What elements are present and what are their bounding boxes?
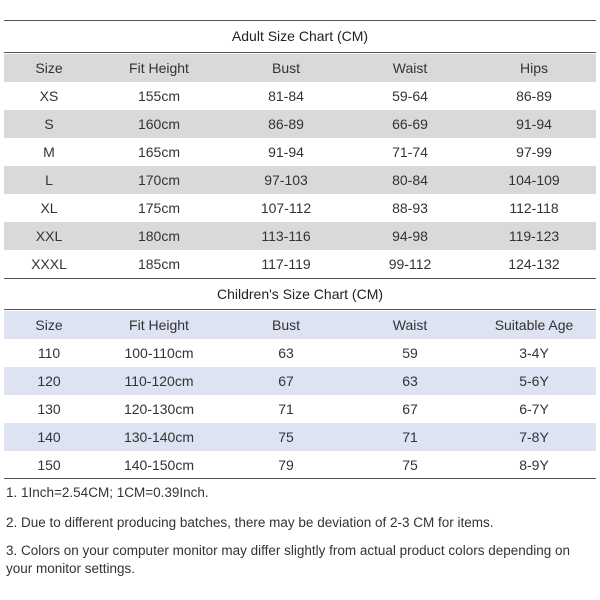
- table-row: [4, 395, 596, 423]
- children-header-bust: Bust: [271, 317, 300, 333]
- table-row: [4, 423, 596, 451]
- note-3: 3. Colors on your computer monitor may differ slightly from actual product colors depending on your monitor settings.: [6, 543, 571, 576]
- table-row: [4, 451, 596, 479]
- note-1: 1. 1Inch=2.54CM; 1CM=0.39Inch.: [6, 485, 209, 500]
- cell-waist: 71: [402, 429, 418, 445]
- cell-fit-height: 120-130cm: [123, 401, 195, 417]
- cell-fit-height: 100-110cm: [124, 345, 194, 361]
- table-row: [4, 222, 596, 250]
- cell-suitable-age: 5-6Y: [519, 373, 549, 389]
- cell-suitable-age: 8-9Y: [519, 457, 549, 473]
- cell-hips: 104-109: [508, 172, 560, 188]
- cell-size: XXL: [35, 228, 63, 244]
- cell-suitable-age: 3-4Y: [519, 345, 549, 361]
- cell-size: XL: [40, 200, 58, 216]
- adult-header-hips: Hips: [519, 60, 548, 76]
- cell-fit-height: 185cm: [137, 256, 181, 272]
- cell-fit-height: 170cm: [137, 172, 181, 188]
- cell-size: 110: [37, 345, 61, 361]
- cell-bust: 86-89: [268, 116, 304, 132]
- cell-bust: 113-116: [261, 228, 311, 244]
- adult-bottom-rule: [4, 278, 596, 279]
- adult-chart-title: Adult Size Chart (CM): [231, 28, 369, 44]
- cell-waist: 80-84: [392, 172, 428, 188]
- cell-fit-height: 165cm: [137, 144, 181, 160]
- cell-size: M: [43, 144, 55, 160]
- cell-bust: 117-119: [261, 256, 311, 272]
- children-title-rule: [4, 309, 596, 310]
- table-row: [4, 250, 596, 278]
- cell-hips: 97-99: [516, 144, 552, 160]
- cell-waist: 99-112: [388, 256, 432, 272]
- adult-header-row: [4, 54, 596, 82]
- cell-bust: 107-112: [260, 200, 312, 216]
- children-bottom-rule: [4, 478, 596, 479]
- adult-header-fit-height: Fit Height: [129, 60, 189, 76]
- table-row: [4, 367, 596, 395]
- cell-suitable-age: 6-7Y: [519, 401, 549, 417]
- children-header-size: Size: [35, 317, 63, 333]
- table-row: [4, 166, 596, 194]
- table-row: [4, 138, 596, 166]
- cell-waist: 63: [402, 373, 418, 389]
- cell-fit-height: 175cm: [137, 200, 181, 216]
- cell-bust: 71: [278, 401, 294, 417]
- cell-size: XXXL: [31, 256, 67, 272]
- cell-waist: 75: [402, 457, 418, 473]
- table-row: [4, 110, 596, 138]
- cell-bust: 63: [278, 345, 294, 361]
- cell-fit-height: 155cm: [137, 88, 181, 104]
- adult-size-table: [4, 54, 596, 278]
- children-size-table: [4, 311, 596, 479]
- cell-bust: 67: [278, 373, 294, 389]
- cell-size: L: [45, 172, 53, 188]
- cell-waist: 66-69: [392, 116, 428, 132]
- top-rule: [4, 20, 596, 21]
- cell-bust: 97-103: [264, 172, 308, 188]
- cell-fit-height: 160cm: [137, 116, 181, 132]
- cell-size: XS: [39, 88, 59, 104]
- cell-size: 150: [37, 457, 61, 473]
- cell-hips: 91-94: [516, 116, 552, 132]
- children-header-fit-height: Fit Height: [129, 317, 189, 333]
- cell-size: 140: [37, 429, 61, 445]
- adult-title-rule: [4, 52, 596, 53]
- cell-waist: 59: [402, 345, 418, 361]
- cell-fit-height: 180cm: [137, 228, 181, 244]
- cell-bust: 75: [278, 429, 294, 445]
- children-header-suitable-age: Suitable Age: [494, 317, 574, 333]
- adult-header-size: Size: [35, 60, 63, 76]
- note-2: 2. Due to different producing batches, there may be deviation of 2-3 CM for items.: [6, 515, 494, 530]
- cell-waist: 59-64: [392, 88, 428, 104]
- table-row: [4, 194, 596, 222]
- table-row: [4, 339, 596, 367]
- cell-size: S: [44, 116, 54, 132]
- cell-waist: 71-74: [392, 144, 428, 160]
- children-header-waist: Waist: [392, 317, 428, 333]
- adult-header-bust: Bust: [271, 60, 300, 76]
- children-header-row: [4, 311, 596, 339]
- children-chart-title: Children's Size Chart (CM): [216, 286, 384, 302]
- cell-fit-height: 140-150cm: [123, 457, 195, 473]
- adult-header-waist: Waist: [392, 60, 428, 76]
- cell-waist: 88-93: [392, 200, 428, 216]
- cell-size: 120: [37, 373, 61, 389]
- cell-waist: 94-98: [392, 228, 428, 244]
- cell-size: 130: [37, 401, 61, 417]
- cell-bust: 81-84: [268, 88, 304, 104]
- cell-hips: 86-89: [516, 88, 552, 104]
- table-row: [4, 82, 596, 110]
- cell-fit-height: 130-140cm: [123, 429, 195, 445]
- cell-waist: 67: [402, 401, 418, 417]
- cell-hips: 124-132: [508, 256, 560, 272]
- cell-hips: 112-118: [509, 200, 559, 216]
- cell-suitable-age: 7-8Y: [519, 429, 549, 445]
- cell-bust: 91-94: [268, 144, 304, 160]
- cell-bust: 79: [278, 457, 294, 473]
- cell-hips: 119-123: [508, 228, 560, 244]
- cell-fit-height: 110-120cm: [124, 373, 194, 389]
